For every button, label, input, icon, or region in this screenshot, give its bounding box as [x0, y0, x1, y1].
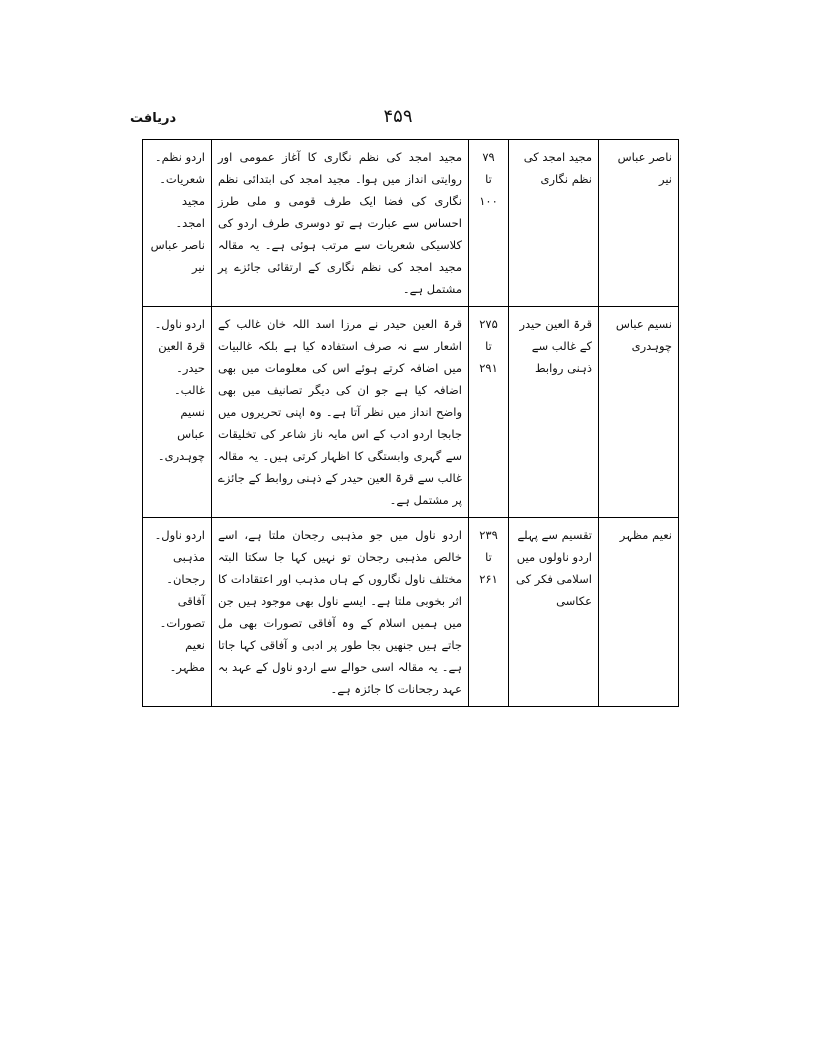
keyword: نعیم مظہر۔ [169, 638, 205, 674]
page-start: ۲۳۹ [479, 528, 498, 542]
article-index-table [142, 139, 679, 707]
pages-cell [469, 307, 509, 518]
author-cell: نعیم مظہر [599, 518, 679, 707]
table-row [143, 140, 679, 307]
keyword: اردو نظم۔ [154, 150, 205, 164]
running-head: دریافت [130, 111, 177, 126]
keyword: قرۃ العین حیدر۔ [158, 339, 205, 375]
keyword: غالب۔ نسیم [173, 383, 205, 419]
page-end: ۱۰۰ [479, 194, 498, 208]
keyword: آفاقی [177, 594, 205, 608]
keyword: مذہبی رجحان۔ [166, 550, 205, 586]
page-range-word: تا [485, 339, 492, 353]
keyword: اردو ناول۔ [154, 317, 205, 331]
title-cell: قرۃ العین حیدر کے غالب سے ذہنی روابط [509, 307, 599, 518]
pages-cell [469, 518, 509, 707]
keyword: عباس چوہدری۔ [157, 427, 205, 463]
author-cell: ناصر عباس نیر [599, 140, 679, 307]
page-number: ۴۵۹ [383, 106, 413, 127]
keyword: تصورات۔ [159, 616, 205, 630]
abstract-cell: اردو ناول میں جو مذہبی رجحان ملتا ہے، اسے خالص مذہبی رجحان تو نہیں کہا جا سکتا البتہ مختلف ناول نگاروں کے ہاں مذہب اور اعتقادات کا اثر بخوبی ملتا ہے۔ ایسے ناول بھی موجود ہیں جن میں ہمیں اسلام کے وہ آفاقی تصورات بھی مل جاتے ہیں جنھیں بجا طور پر ادبی و آفاقی کہا جاتا ہے۔ یہ مقالہ اسی حوالے سے اردو ناول کے عہد بہ عہد رجحانات کا جائزہ ہے۔ [212, 518, 469, 707]
page-start: ۷۹ [482, 150, 495, 164]
title-cell: تقسیم سے پہلے اردو ناولوں میں اسلامی فکر کی عکاسی [509, 518, 599, 707]
keyword: شعریات۔ [159, 172, 205, 186]
pages-cell [469, 140, 509, 307]
keyword: ناصر عباس نیر [150, 238, 205, 274]
page-range-word: تا [485, 172, 492, 186]
page-end: ۲۹۱ [479, 361, 498, 375]
table-row [143, 307, 679, 518]
abstract-cell: مجید امجد کی نظم نگاری کا آغاز عمومی اور روایتی انداز میں ہوا۔ مجید امجد کی ابتدائی نظم نگاری کی فضا ایک طرف قومی و ملی طرز احساس سے عبارت ہے تو دوسری طرف اردو کی کلاسیکی شعریات سے مرتب ہوئی ہے۔ یہ مقالہ مجید امجد کی نظم نگاری کے ارتقائی جائزے پر مشتمل ہے۔ [212, 140, 469, 307]
table-row [143, 518, 679, 707]
keyword: مجید امجد۔ [175, 194, 205, 230]
page-end: ۲۶۱ [479, 572, 498, 586]
keywords-cell [143, 307, 212, 518]
keywords-cell [143, 140, 212, 307]
keyword: اردو ناول۔ [154, 528, 205, 542]
page-start: ۲۷۵ [479, 317, 498, 331]
author-cell: نسیم عباس چوہدری [599, 307, 679, 518]
keywords-cell [143, 518, 212, 707]
page-range-word: تا [485, 550, 492, 564]
title-cell: مجید امجد کی نظم نگاری [509, 140, 599, 307]
abstract-cell: قرۃ العین حیدر نے مرزا اسد اللہ خان غالب کے اشعار سے نہ صرف استفادہ کیا ہے بلکہ غالبیات میں اضافہ کرتے ہوئے اس کی معلومات میں بھی اضافہ کیا ہے جو ان کی دیگر تصانیف میں بھی واضح انداز میں نظر آتا ہے۔ وہ اپنی تحریروں میں جابجا اردو ادب کے اس مایہ ناز شاعر کی تخلیقات سے گہری وابستگی کا اظہار کرتی ہیں۔ یہ مقالہ غالب سے قرۃ العین حیدر کے ذہنی روابط کے جائزے پر مشتمل ہے۔ [212, 307, 469, 518]
